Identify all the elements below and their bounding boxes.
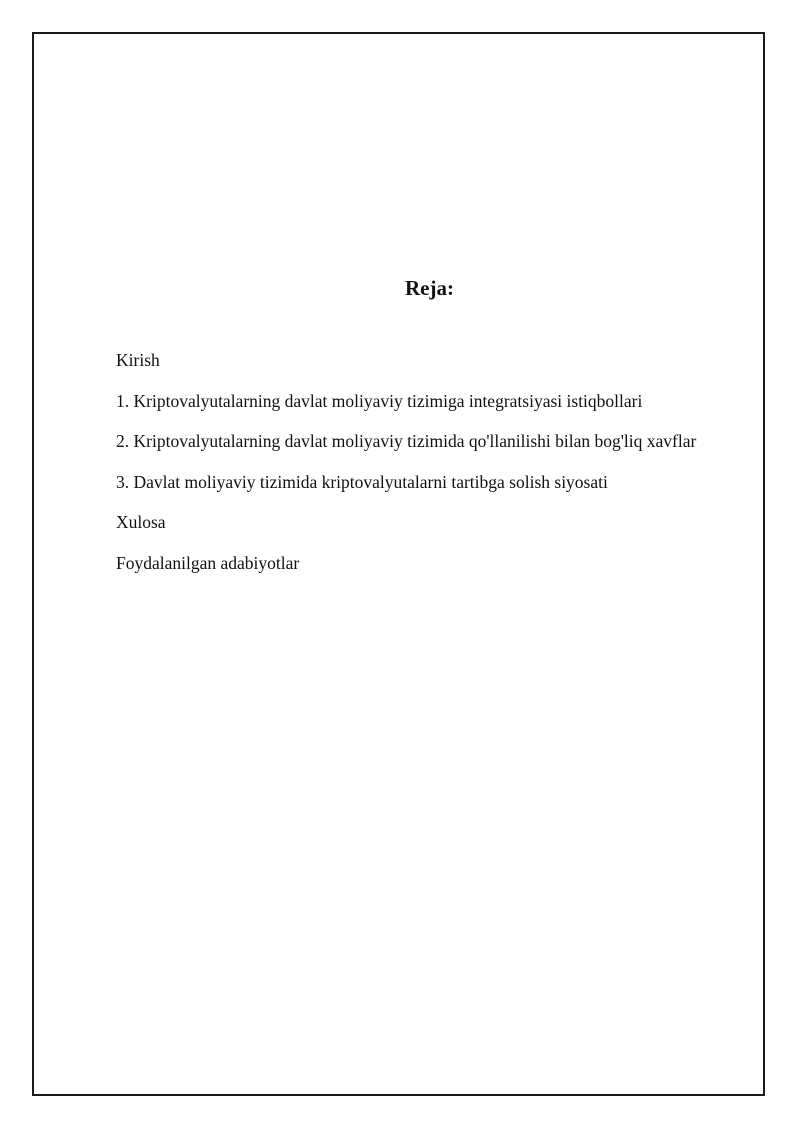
toc-item-section-2: 2. Kriptovalyutalarning davlat moliyaviy tizimida qo'llanilishi bilan bog'liq xavflar	[116, 431, 697, 451]
plan-title: Reja:	[405, 276, 454, 300]
toc-item-conclusion: Xulosa	[116, 512, 166, 532]
toc-item-references: Foydalanilgan adabiyotlar	[116, 552, 300, 573]
toc-item-section-1: 1. Kriptovalyutalarning davlat moliyaviy tizimiga integratsiyasi istiqbollari	[116, 390, 643, 411]
table-of-contents	[116, 350, 696, 593]
page-border	[32, 32, 765, 1096]
toc-item-introduction: Kirish	[116, 350, 160, 370]
toc-item-section-3: 3. Davlat moliyaviy tizimida kriptovalyutalarni tartibga solish siyosati	[116, 471, 608, 492]
